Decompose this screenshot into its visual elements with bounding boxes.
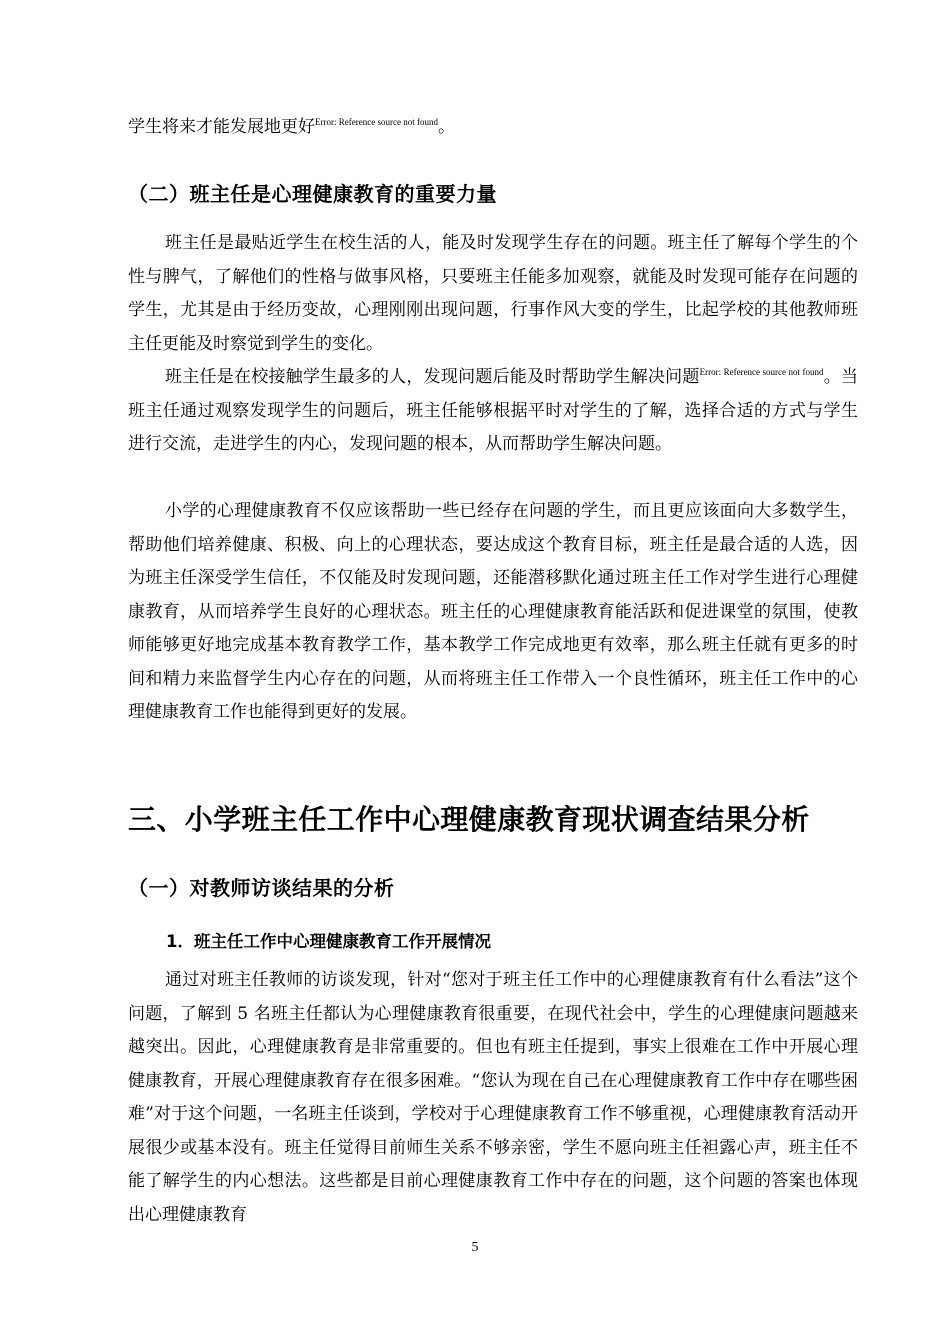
paragraph-3: 小学的心理健康教育不仅应该帮助一些已经存在问题的学生，而且更应该面向大多数学生，帮助他们培养健康、积极、向上的心理状态，要达成这个教育目标，班主任是最合适的人选，因为班主任深受学生信任，不仅能及时发现问题，还能潜移默化通过班主任工作对学生进行心理健康教育，从而培养学生良好的心理状态。班主任的心理健康教育能活跃和促进课堂的氛围，使教师能够更好地完成基本教育教学工作，基本教学工作完成地更有效率，那么班主任就有更多的时间和精力来监督学生内心存在的问题，从而将班主任工作带入一个良性循环，班主任工作中的心理健康教育工作也能得到更好的发展。	[128, 501, 858, 722]
section-heading-2-2: （二）班主任是心理健康教育的重要力量	[128, 182, 497, 206]
page-number: 5	[471, 1240, 479, 1255]
paragraph-text: 。当班主任通过观察发现学生的问题后，班主任能够根据平时对学生的了解，选择合适的方式与学生进行交流，走进学生的内心，发现问题的根本，从而帮助学生解决问题。	[128, 367, 859, 454]
chapter-heading-3: 三、小学班主任工作中心理健康教育现状调查结果分析	[128, 803, 810, 836]
paragraph-text: 。	[437, 117, 455, 137]
reference-error: Error: Reference source not found	[699, 367, 824, 377]
paragraph-text: 学生将来才能发展地更好	[128, 117, 315, 137]
paragraph-2	[128, 361, 858, 462]
paragraph-continuation	[128, 111, 858, 145]
paragraph-text: 班主任是在校接触学生最多的人，发现问题后能及时帮助学生解决问题	[165, 367, 700, 387]
paragraph-4: 通过对班主任教师的访谈发现，针对“您对于班主任工作中的心理健康教育有什么看法”这个问题，了解到 5 名班主任都认为心理健康教育很重要，在现代社会中，学生的心理健康问题越来越突出。因此，心理健康教育是非常重要的。但也有班主任提到，事实上很难在工作中开展心理健康教育，开展心理健康教育存在很多困难。“您认为现在自己在心理健康教育工作中存在哪些困难”对于这个问题，一名班主任谈到，学校对于心理健康教育工作不够重视，心理健康教育活动开展很少或基本没有。班主任觉得目前师生关系不够亲密，学生不愿向班主任袒露心声，班主任不能了解学生的内心想法。这些都是目前心理健康教育工作中存在的问题，这个问题的答案也体现出心理健康教育	[128, 970, 858, 1225]
reference-error: Error: Reference source not found	[315, 117, 438, 127]
section-heading-3-1: （一）对教师访谈结果的分析	[128, 876, 395, 900]
subsection-heading-3-1-1: 1．班主任工作中心理健康教育工作开展情况	[166, 932, 491, 951]
paragraph-1: 班主任是最贴近学生在校生活的人，能及时发现学生存在的问题。班主任了解每个学生的个性与脾气，了解他们的性格与做事风格，只要班主任能多加观察，就能及时发现可能存在问题的学生，尤其是由于经历变故，心理刚刚出现问题，行事作风大变的学生，比起学校的其他教师班主任更能及时察觉到学生的变化。	[128, 233, 858, 354]
